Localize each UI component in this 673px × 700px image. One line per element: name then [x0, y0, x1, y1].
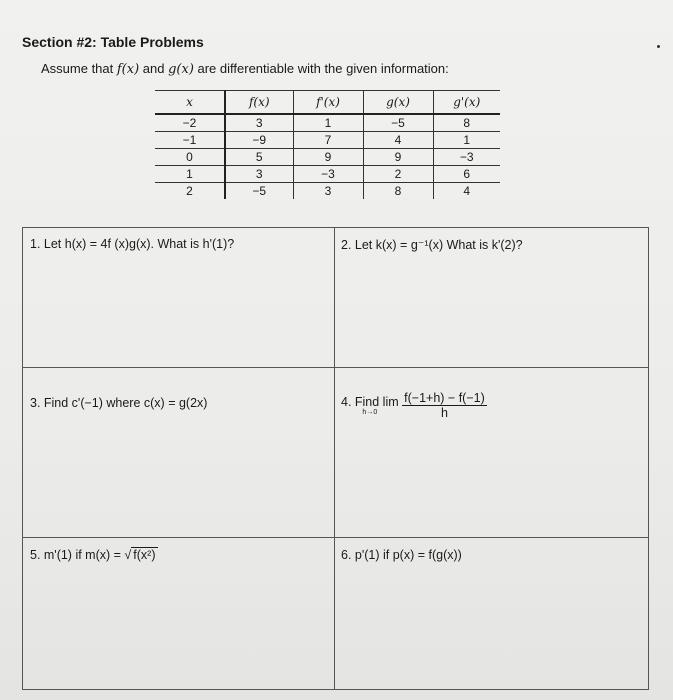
cell-gprime: 6: [433, 166, 500, 183]
header-fprime: f'(x): [293, 91, 363, 115]
table-row: [155, 114, 500, 132]
cell-gprime: 4: [433, 183, 500, 200]
cell-fprime: 9: [293, 149, 363, 166]
cell-x: −2: [155, 114, 225, 132]
cell-g: 4: [363, 132, 433, 149]
intro-text: [41, 61, 449, 77]
problem-grid: [22, 227, 649, 690]
cell-fprime: −3: [293, 166, 363, 183]
table-row: [155, 183, 500, 200]
cell-x: 0: [155, 149, 225, 166]
problem-3: 3. Find c'(−1) where c(x) = g(2x): [30, 396, 208, 410]
cell-g: −5: [363, 114, 433, 132]
grid-divider-vertical: [334, 228, 335, 689]
intro-pre: Assume that: [41, 61, 117, 76]
cell-gprime: −3: [433, 149, 500, 166]
section-title: Section #2: Table Problems: [22, 34, 204, 50]
header-gprime: g'(x): [433, 91, 500, 115]
cell-fprime: 7: [293, 132, 363, 149]
cell-fprime: 3: [293, 183, 363, 200]
problem-5: 5. m'(1) if m(x) = √ f(x²): [30, 548, 156, 562]
table-row: [155, 132, 500, 149]
fraction-numerator: f(−1+h) − f(−1): [404, 391, 485, 405]
table-header-row: [155, 91, 500, 115]
intro-post: are differentiable with the given information:: [193, 61, 449, 76]
difference-quotient: [402, 391, 487, 420]
intro-g: g(x): [168, 62, 194, 77]
problem-5-prefix: 5. m'(1) if m(x) =: [30, 548, 125, 562]
cell-fprime: 1: [293, 114, 363, 132]
limit-subscript: h→0: [362, 409, 378, 416]
cell-f: 3: [225, 166, 293, 183]
cell-f: −5: [225, 183, 293, 200]
header-f: f(x): [225, 91, 293, 115]
cell-gprime: 1: [433, 132, 500, 149]
cell-g: 9: [363, 149, 433, 166]
grid-divider-horizontal: [23, 537, 648, 538]
header-x: x: [155, 91, 225, 115]
problem-4: [341, 391, 487, 420]
speck: [657, 45, 660, 48]
values-table: [155, 90, 500, 199]
intro-f: f(x): [116, 62, 140, 77]
problem-4-prefix: 4. Find lim: [341, 395, 399, 409]
cell-x: −1: [155, 132, 225, 149]
table-row: [155, 166, 500, 183]
problem-2: 2. Let k(x) = g⁻¹(x) What is k'(2)?: [341, 238, 523, 252]
header-g: g(x): [363, 91, 433, 115]
problem-6: 6. p'(1) if p(x) = f(g(x)): [341, 548, 462, 562]
intro-and: and: [139, 61, 169, 76]
problem-1: 1. Let h(x) = 4f (x)g(x). What is h'(1)?: [30, 237, 235, 251]
cell-gprime: 8: [433, 114, 500, 132]
cell-x: 2: [155, 183, 225, 200]
cell-g: 2: [363, 166, 433, 183]
cell-f: 5: [225, 149, 293, 166]
radicand: f(x²): [133, 548, 156, 562]
cell-g: 8: [363, 183, 433, 200]
cell-x: 1: [155, 166, 225, 183]
cell-f: −9: [225, 132, 293, 149]
limit-expression: [341, 395, 399, 416]
table-row: [155, 149, 500, 166]
grid-divider-horizontal: [23, 367, 648, 368]
fraction-denominator: h: [440, 406, 448, 420]
cell-f: 3: [225, 114, 293, 132]
